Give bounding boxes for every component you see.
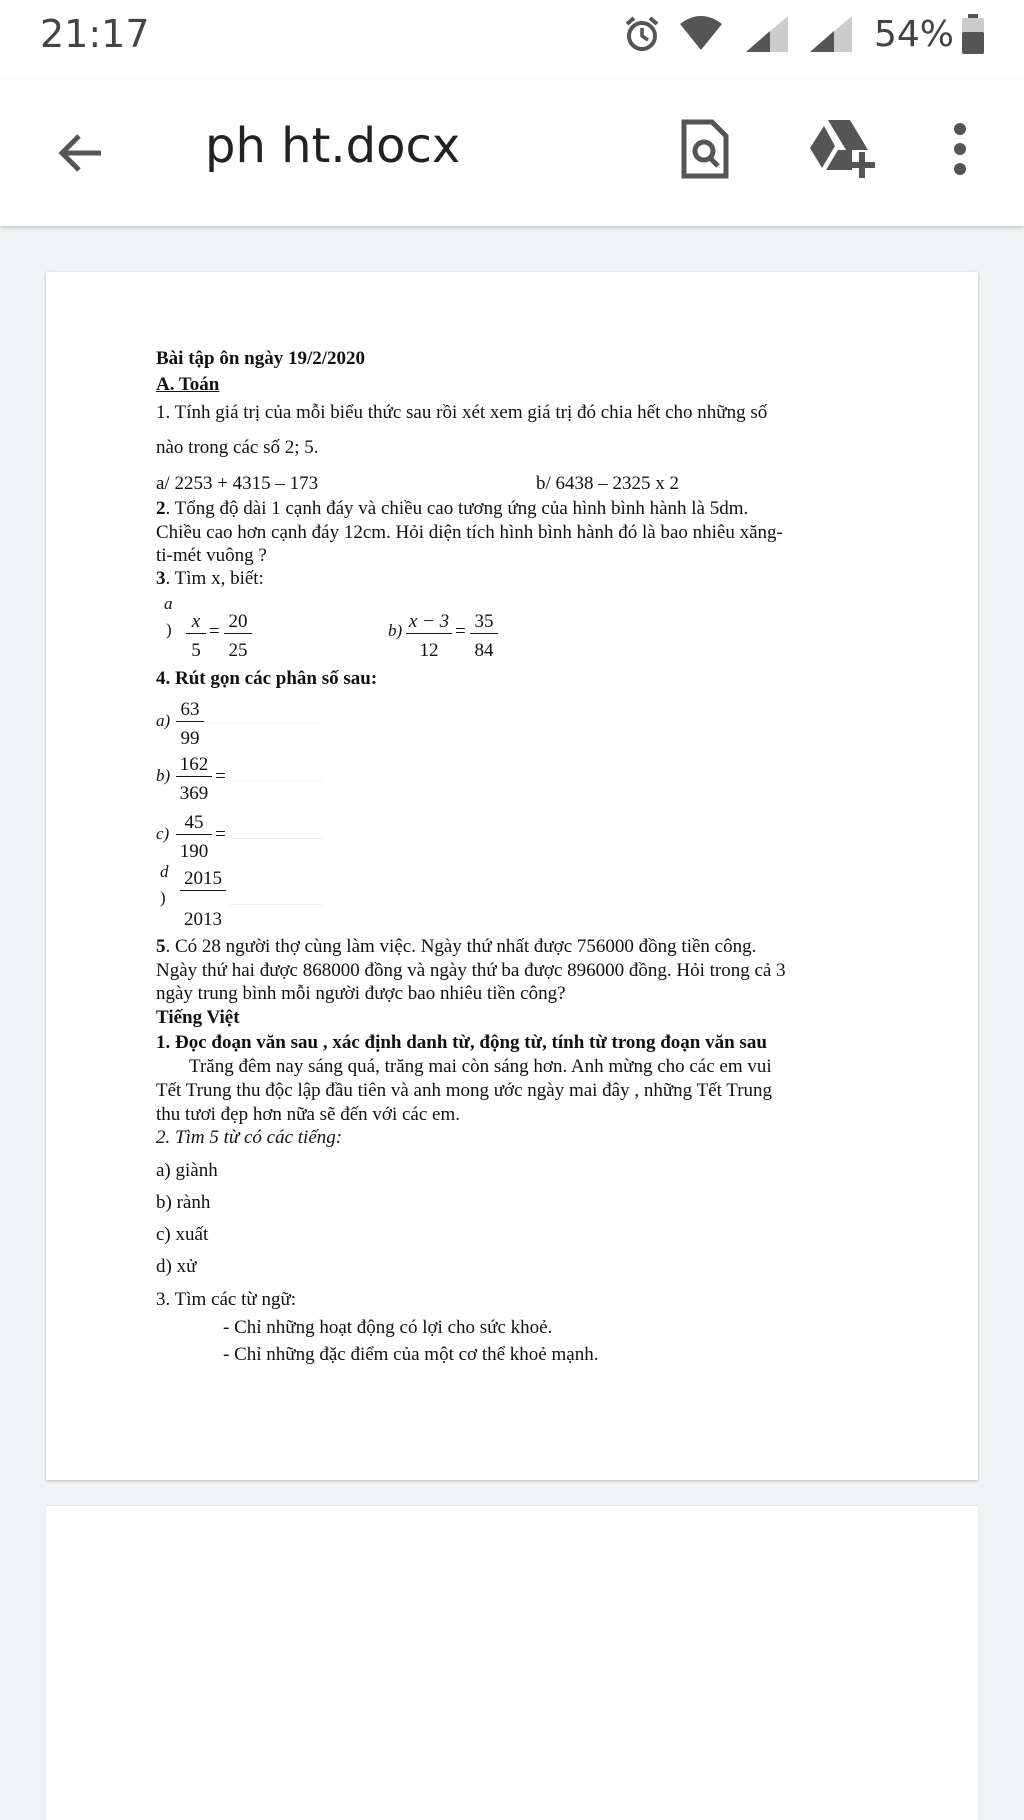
q3a-rhs-fraction (224, 611, 252, 662)
q5-line1 (156, 936, 756, 958)
tv2-item-a: a) giành (156, 1160, 218, 1181)
q5-line2: Ngày thứ hai được 868000 đồng và ngày thứ ba được 896000 đồng. Hỏi trong cả 3 (156, 960, 786, 981)
q3b-lhs-num: x − 3 (406, 611, 452, 634)
tv2-item-b: b) rành (156, 1192, 211, 1213)
signal-icon (744, 14, 790, 54)
q3-text: . Tìm x, biết: (165, 568, 264, 589)
tv2-item-d: d) xử (156, 1256, 197, 1277)
q2-text: . Tổng độ dài 1 cạnh đáy và chiều cao tương ứng của hình bình hành là 5dm. (165, 498, 749, 519)
tv3-title: 3. Tìm các từ ngữ: (156, 1289, 297, 1310)
q4c-answer-blank (232, 838, 322, 839)
q4d-den: 2013 (184, 909, 222, 930)
q4a-fraction (176, 699, 204, 750)
q4b-den: 369 (179, 783, 209, 804)
q3b-equals: = (455, 621, 466, 642)
tv1-paragraph-line3: thu tươi đẹp hơn nữa sẽ đến với các em. (156, 1104, 460, 1125)
tv1-paragraph-line1: Trăng đêm nay sáng quá, trăng mai còn sáng hơn. Anh mừng cho các em vui (189, 1056, 772, 1077)
q3a-rhs-den: 25 (228, 640, 248, 661)
q4d-num: 2015 (180, 868, 226, 891)
doc-header: Bài tập ôn ngày 19/2/2020 (156, 348, 366, 369)
document-page-2[interactable] (46, 1506, 978, 1820)
q3a-lhs-fraction (186, 611, 206, 662)
q3a-lhs-num: x (186, 611, 206, 634)
document-title: ph ht.docx (205, 118, 461, 174)
tv1-title: 1. Đọc đoạn văn sau , xác định danh từ, động từ, tính từ trong đoạn văn sau (156, 1032, 767, 1053)
q1-part-b: b/ 6438 – 2325 x 2 (536, 473, 680, 494)
q3b-rhs-fraction (470, 611, 498, 662)
tv1-paragraph-line2: Tết Trung thu độc lập đầu tiên và anh mong ước ngày mai đây , những Tết Trung (156, 1080, 773, 1101)
section-vietnamese-heading: Tiếng Việt (156, 1007, 240, 1028)
q3b-label: b) (388, 621, 403, 640)
status-time: 21:17 (40, 12, 150, 56)
q4b-label: b) (156, 766, 171, 785)
wifi-icon (678, 16, 724, 52)
q3b-lhs-den: 12 (419, 640, 439, 661)
find-in-doc-icon[interactable] (680, 118, 730, 180)
tv3-item-1: - Chỉ những hoạt động có lợi cho sức khoẻ. (223, 1317, 553, 1338)
q3b-rhs-den: 84 (474, 640, 494, 661)
q4c-num: 45 (176, 812, 212, 835)
q4a-label: a) (156, 711, 171, 730)
tv2-title: 2. Tìm 5 từ có các tiếng: (156, 1127, 343, 1148)
document-content (46, 272, 978, 1480)
tv3-item-2: - Chỉ những đặc điểm của một cơ thể khoẻ mạnh. (223, 1344, 599, 1365)
arrow-left-icon[interactable] (55, 128, 105, 178)
signal-icon-2 (808, 14, 854, 54)
more-vert-icon[interactable] (950, 122, 970, 176)
q3a-label-bottom: ) (166, 620, 172, 639)
q3b-rhs-num: 35 (470, 611, 498, 634)
q3a-lhs-den: 5 (191, 640, 201, 661)
q4c-den: 190 (179, 841, 209, 862)
q2-line1 (156, 498, 748, 520)
q4b-answer-blank (232, 780, 322, 781)
q4-title: 4. Rút gọn các phân số sau: (156, 668, 378, 689)
section-math-heading: A. Toán (156, 374, 220, 395)
q4c-label: c) (156, 824, 170, 843)
q4a-num: 63 (176, 699, 204, 722)
q4d-answer-blank (230, 904, 322, 905)
q5-number: 5 (156, 936, 166, 957)
q4c-fraction (176, 812, 212, 863)
document-page[interactable] (46, 272, 978, 1480)
q2-line3: ti-mét vuông ? (156, 545, 267, 566)
app-bar (0, 80, 1024, 226)
q4d-label-top: d (160, 862, 169, 881)
q3-line (156, 568, 264, 590)
q1-text-line2: nào trong các số 2; 5. (156, 437, 319, 458)
q4c-equals: = (215, 824, 226, 845)
q4d-label-bottom: ) (160, 888, 166, 907)
q5-text: . Có 28 người thợ cùng làm việc. Ngày thứ nhất được 756000 đồng tiền công. (165, 936, 757, 957)
q4b-fraction (176, 754, 212, 805)
q3a-equals: = (209, 621, 220, 642)
alarm-icon (622, 14, 662, 54)
q1-part-a: a/ 2253 + 4315 – 173 (156, 473, 319, 494)
tv2-item-c: c) xuất (156, 1224, 209, 1245)
q2-line2: Chiều cao hơn cạnh đáy 12cm. Hỏi diện tích hình bình hành đó là bao nhiêu xăng- (156, 522, 783, 543)
q3-number: 3 (156, 568, 166, 589)
q4b-equals: = (215, 766, 226, 787)
q4a-answer-blank (208, 723, 320, 724)
battery-icon (962, 14, 984, 54)
q3a-label-top: a (164, 594, 173, 613)
drive-add-icon[interactable] (808, 118, 878, 180)
battery-percent: 54% (874, 14, 955, 55)
q4d-fraction (180, 868, 226, 931)
q2-number: 2 (156, 498, 166, 519)
q1-text-line1: 1. Tính giá trị của mỗi biểu thức sau rồi xét xem giá trị đó chia hết cho những số (156, 402, 768, 423)
q4b-num: 162 (176, 754, 212, 777)
q3b-lhs-fraction (406, 611, 452, 662)
q4a-den: 99 (180, 728, 200, 749)
q5-line3: ngày trung bình mỗi người được bao nhiêu tiền công? (156, 983, 566, 1004)
q3a-rhs-num: 20 (224, 611, 252, 634)
status-bar (0, 0, 1024, 80)
